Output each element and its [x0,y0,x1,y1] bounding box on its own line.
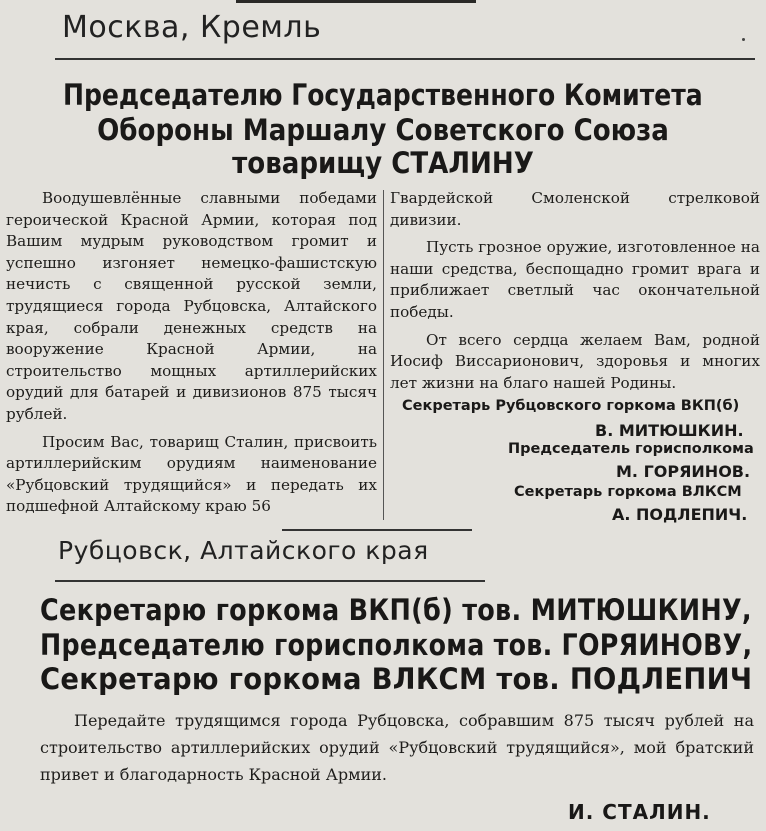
signatory-title: Секретарь горкома ВЛКСМ [514,484,742,500]
letter-paragraph: Воодушевлённые славными победами героической Красной Армии, которая под Вашим мудрым руководством громит и успешно изгоняет немецко-фашистскую нечисть с священной русской земли, трудящиеся города Рубцовска, Алтайского края, собрали денежных средств на вооружение Красной Армии, на строительство мощных артиллерийских орудий для батарей и дивизионов 875 тысяч рублей. [6,189,377,423]
signatory-title: Председатель горисполкома [508,441,754,457]
headline-line-2: Обороны Маршалу Советского Союза [97,113,669,147]
dateline-rule [55,580,485,582]
reply-addressee-line-2: Председателю горисполкома тов. ГОРЯИНОВУ, [40,628,753,662]
letter-column-left [6,188,377,524]
signatory-name: В. МИТЮШКИН. [595,421,744,440]
letter-paragraph: Гвардейской Смоленской стрелковой дивизии. [390,189,760,229]
reply-addressee-line-3: Секретарю горкома ВЛКСМ тов. ПОДЛЕПИЧ [40,662,753,696]
signatory-name: М. ГОРЯИНОВ. [616,462,751,481]
signatory-title: Секретарь Рубцовского горкома ВКП(б) [402,398,740,414]
reply-signature: И. СТАЛИН. [568,800,711,824]
reply-addressee-line-1: Секретарю горкома ВКП(б) тов. МИТЮШКИНУ, [40,593,752,627]
headline-line-3: товарищу СТАЛИНУ [232,146,534,180]
dateline-moscow: Москва, Кремль [62,10,322,45]
letter-paragraph: Пусть грозное оружие, изготовленное на наши средства, беспощадно громит врага и приближает светлый час окончательной победы. [390,238,760,321]
top-rule [236,0,476,3]
letter-paragraph: Просим Вас, товарищ Сталин, присвоить артиллерийским орудиям наименование «Рубцовский трудящийся» и передать их подшефной Алтайскому краю 56 [6,432,377,516]
letter-paragraph: От всего сердца желаем Вам, родной Иосиф Виссарионович, здоровья и многих лет жизни на благо нашей Родины. [390,330,760,392]
reply-paragraph: Передайте трудящимся города Рубцовска, собравшим 875 тысяч рублей на строительство артиллерийских орудий «Рубцовский трудящийся», мой братский привет и благодарность Красной Армии. [40,711,754,784]
section-rule [282,529,472,531]
dateline-rule [55,58,755,60]
reply-body [40,707,754,788]
letter-column-right [390,188,760,400]
signatory-name: А. ПОДЛЕПИЧ. [612,505,748,524]
column-divider [383,190,384,520]
headline-line-1: Председателю Государственного Комитета [63,78,703,112]
print-mark [742,38,745,41]
dateline-rubtsovsk: Рубцовск, Алтайского края [58,536,429,565]
